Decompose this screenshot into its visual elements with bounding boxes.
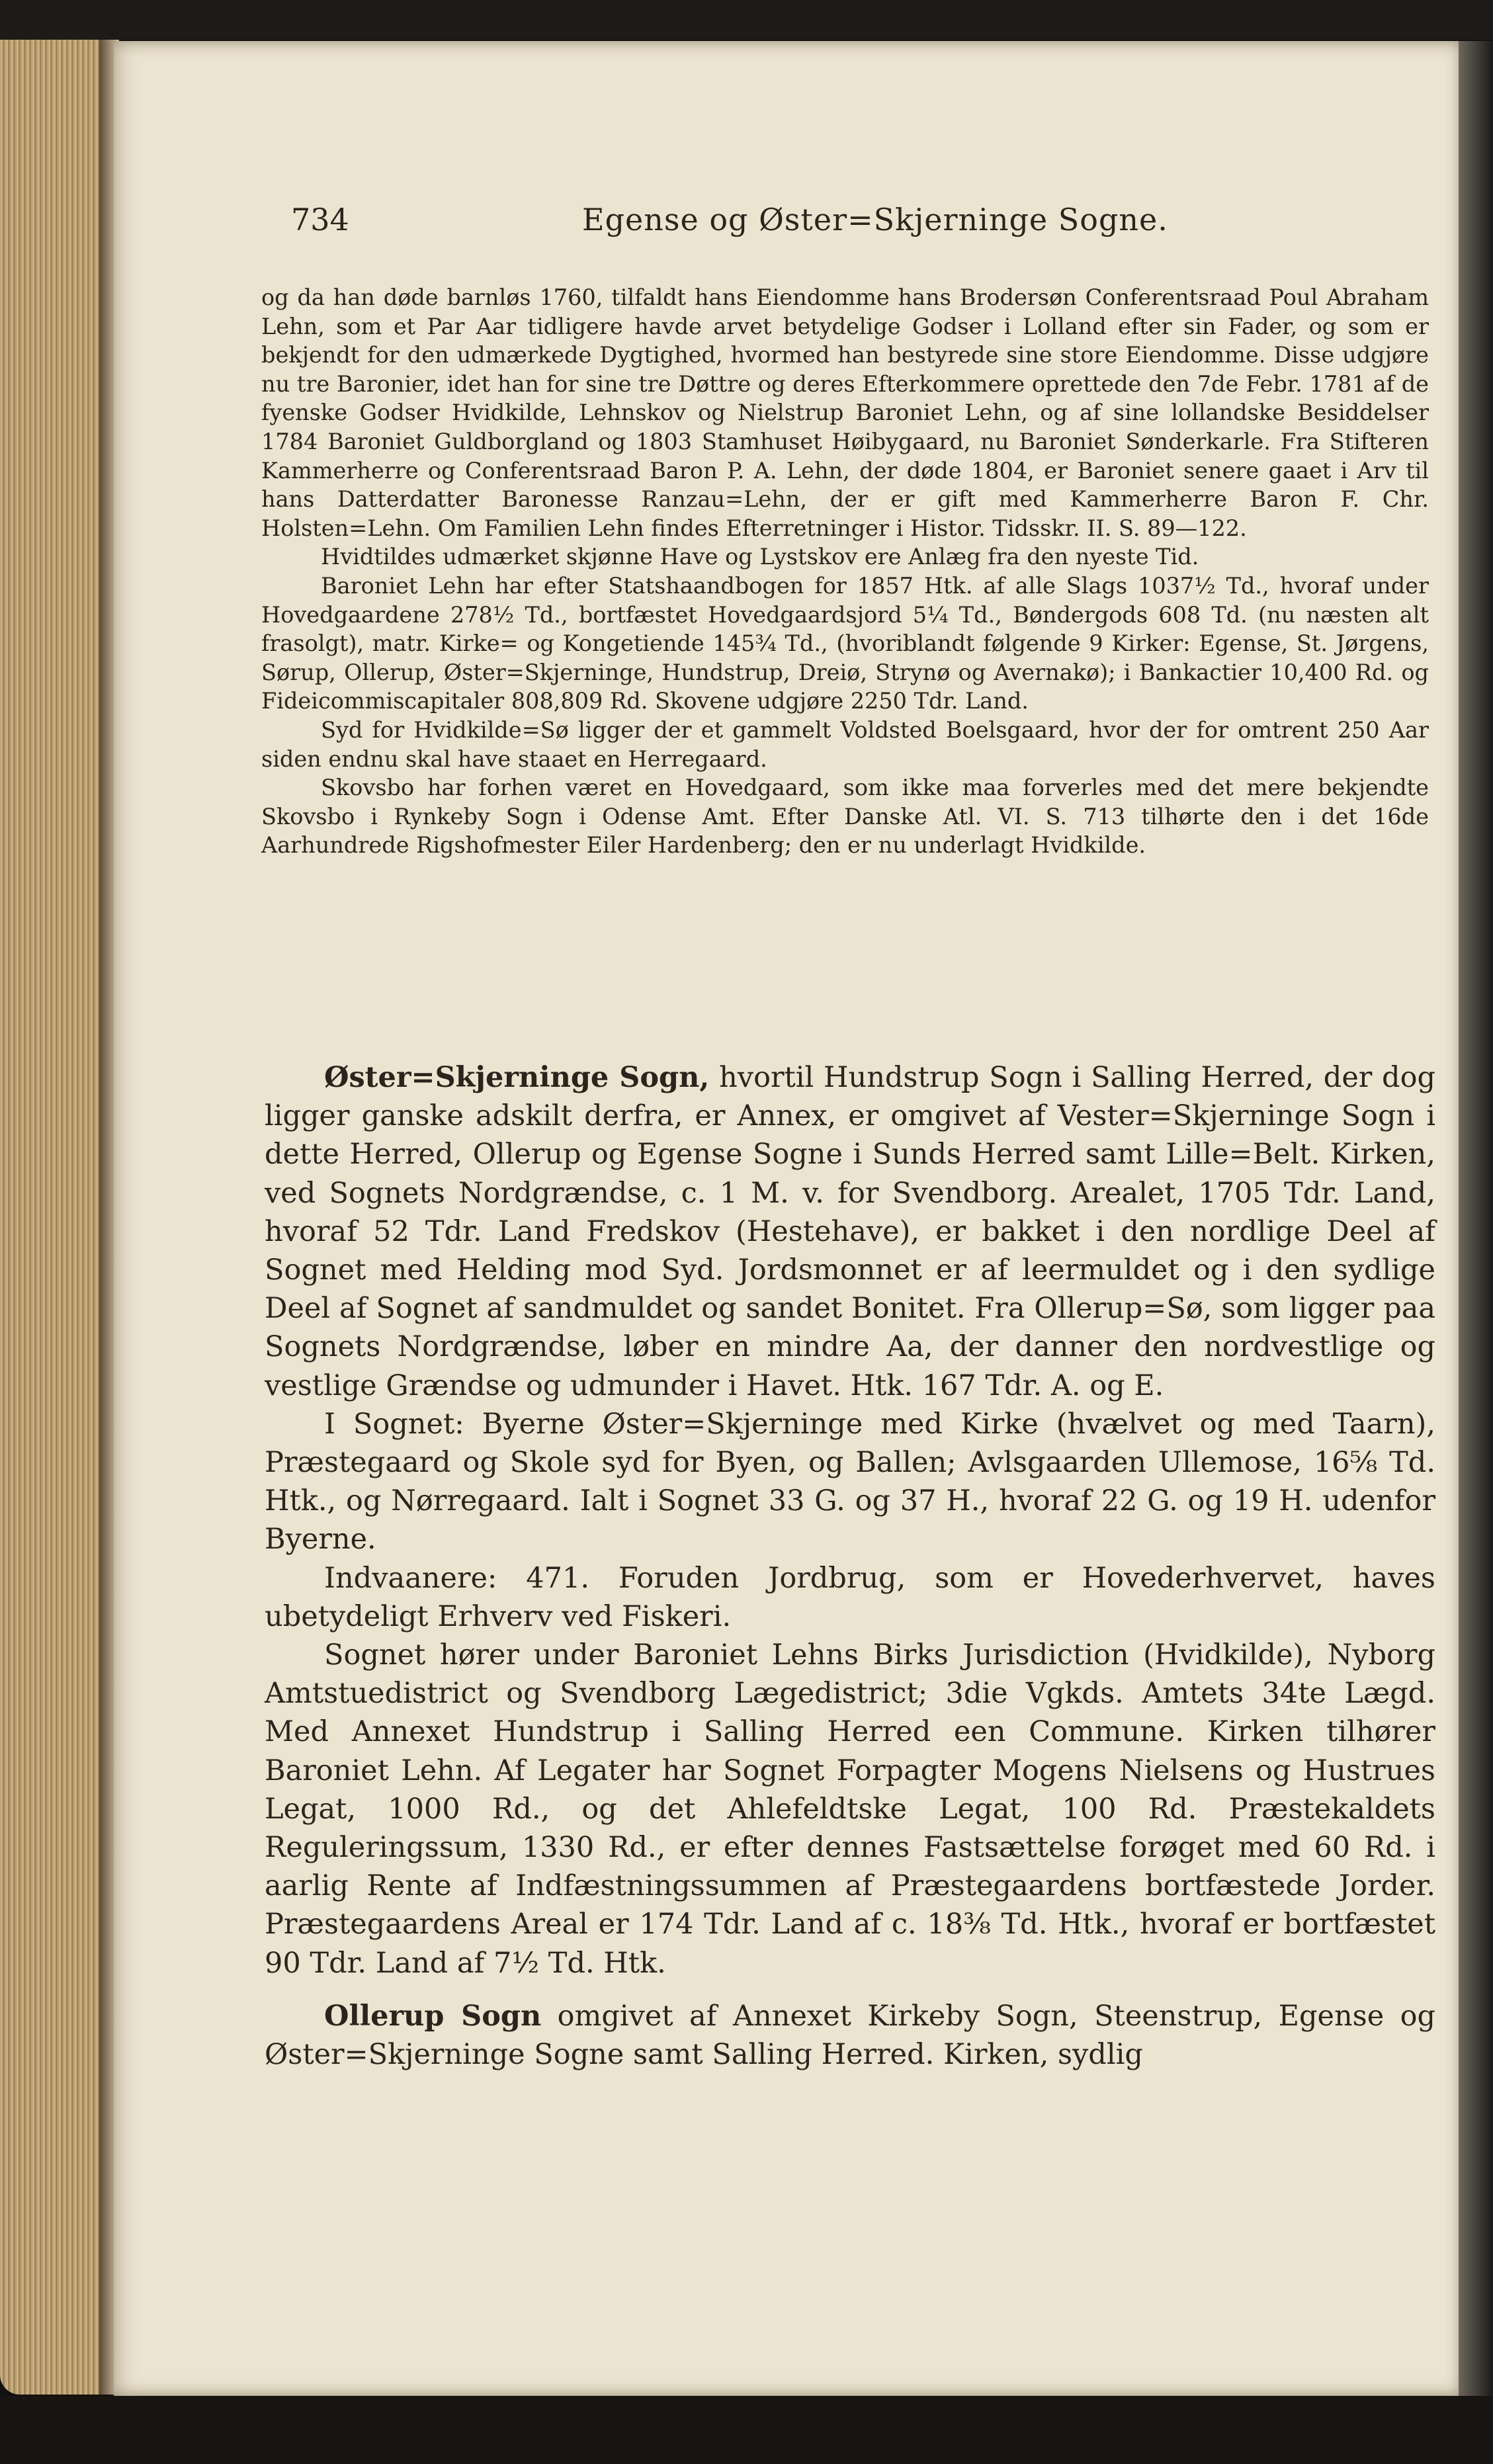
section-heading-oster-skjerninge: Øster=Skjerninge Sogn,	[324, 1061, 710, 1094]
running-title: Egense og Øster=Skjerninge Sogne.	[582, 202, 1168, 237]
paragraph-indvaanere: Indvaanere: 471. Foruden Jordbrug, som er Hovederhvervet, haves ubetydeligt Erhverv ved Fiskeri.	[265, 1561, 1435, 1633]
section-oster-skjerninge	[265, 1058, 1435, 1405]
page-header	[291, 202, 1416, 255]
paragraph-lehn-history: og da han døde barnløs 1760, tilfaldt hans Eiendomme hans Brodersøn Conferentsraad Poul Abraham Lehn, som et Par Aar tidligere havde arvet betydelige Godser i Lolland efter sin Fader, og som er bekjendt for den udmærkede Dygtighed, hvormed han bestyrede sine store Eiendomme. Disse udgjøre nu tre Baronier, idet han for sine tre Døttre og deres Efterkommere oprettede den 7de Febr. 1781 af de fyenske Godser Hvidkilde, Lehnskov og Nielstrup Baroniet Lehn, og af sine lollandske Besiddelser 1784 Baroniet Guldborgland og 1803 Stamhuset Høibygaard, nu Baroniet Sønderkarle. Fra Stifteren Kammerherre og Conferentsraad Baron P. A. Lehn, der døde 1804, er Baroniet senere gaaet i Arv til hans Datterdatter Baronesse Ranzau=Lehn, der er gift med Kammerherre Baron F. Chr. Holsten=Lehn. Om Familien Lehn findes Efterretninger i Histor. Tidsskr. II. S. 89—122.	[261, 284, 1429, 541]
paragraph-jurisdiction: Sognet hører under Baroniet Lehns Birks Jurisdiction (Hvidkilde), Nyborg Amtstuedistrict og Svendborg Lægedistrict; 3die Vgkds. Amtets 34te Lægd. Med Annexet Hundstrup i Salling Herred een Commune. Kirken tilhører Baroniet Lehn. Af Legater har Sognet Forpagter Mogens Nielsens og Hustrues Legat, 1000 Rd., og det Ahlefeldtske Legat, 100 Rd. Præstekaldets Reguleringssum, 1330 Rd., er efter dennes Fastsættelse forøget med 60 Rd. i aarlig Rente af Indfæstningssummen af Præstegaardens bortfæstede Jorder. Præstegaardens Areal er 174 Tdr. Land af c. 18⅜ Td. Htk., hvoraf er bortfæstet 90 Tdr. Land af 7½ Td. Htk.	[265, 1638, 1435, 1980]
section-heading-ollerup: Ollerup Sogn	[324, 1999, 542, 2033]
page-right-shadow	[1459, 41, 1493, 2396]
paragraph-skovsbo: Skovsbo har forhen været en Hovedgaard, som ikke maa forverles med det mere bekjendte Skovsbo i Rynkeby Sogn i Odense Amt. Efter Danske Atl. VI. S. 713 tilhørte den i det 16de Aarhundrede Rigshofmester Eiler Hardenberg; den er nu underlagt Hvidkilde.	[261, 775, 1429, 859]
section-ollerup-text: omgivet af Annexet Kirkeby Sogn, Steenstrup, Egense og Øster=Skjerninge Sogne samt Salling Herred. Kirken, sydlig	[265, 1999, 1435, 2072]
paragraph-sognet-byer: I Sognet: Byerne Øster=Skjerninge med Kirke (hvælvet og med Taarn), Præstegaard og Skole syd for Byen, og Ballen; Avlsgaarden Ullemose, 16⅝ Td. Htk., og Nørregaard. Ialt i Sognet 33 G. og 37 H., hvoraf 22 G. og 19 H. udenfor Byerne.	[265, 1407, 1435, 1556]
scan-bottom-band	[0, 2396, 1493, 2464]
paragraph-boelsgaard: Syd for Hvidkilde=Sø ligger der et gammelt Voldsted Boelsgaard, hvor der for omtrent 250 Aar siden endnu skal have staaet en Herregaard.	[261, 716, 1429, 772]
page-number: 734	[291, 202, 349, 237]
book-top-edge	[0, 0, 1493, 40]
section-ollerup	[265, 1997, 1435, 2074]
main-text-block	[265, 1058, 1435, 2074]
page-edges	[0, 40, 99, 2395]
small-print-block	[261, 283, 1429, 860]
paragraph-baroniet-lehn: Baroniet Lehn har efter Statshaandbogen for 1857 Htk. af alle Slags 1037½ Td., hvoraf under Hovedgaardene 278½ Td., bortfæstet Hovedgaardsjord 5¼ Td., Bøndergods 608 Td. (nu næsten alt frasolgt), matr. Kirke= og Kongetiende 145¾ Td., (hvoriblandt følgende 9 Kirker: Egense, St. Jørgens, Sørup, Ollerup, Øster=Skjerninge, Hundstrup, Dreiø, Strynø og Avernakø); i Bankactier 10,400 Rd. og Fideicommiscapitaler 808,809 Rd. Skovene udgjøre 2250 Tdr. Land.	[261, 572, 1429, 714]
section-oster-skjerninge-text: hvortil Hundstrup Sogn i Salling Herred, der dog ligger ganske adskilt derfra, er Annex, er omgivet af Vester=Skjerninge Sogn i dette Herred, Ollerup og Egense Sogne i Sunds Herred samt Lille=Belt. Kirken, ved Sognets Nordgrændse, c. 1 M. v. for Svendborg. Arealet, 1705 Tdr. Land, hvoraf 52 Tdr. Land Fredskov (Hestehave), er bakket i den nordlige Deel af Sognet med Helding mod Syd. Jordsmonnet er af leermuldet og i den sydlige Deel af Sognet af sandmuldet og sandet Bonitet. Fra Ollerup=Sø, som ligger paa Sognets Nordgrændse, løber en mindre Aa, der danner den nordvestlige og vestlige Grændse og udmunder i Havet. Htk. 167 Tdr. A. og E.	[265, 1061, 1435, 1402]
paragraph-hvidkilde-garden: Hvidtildes udmærket skjønne Have og Lystskov ere Anlæg fra den nyeste Tid.	[321, 544, 1199, 570]
